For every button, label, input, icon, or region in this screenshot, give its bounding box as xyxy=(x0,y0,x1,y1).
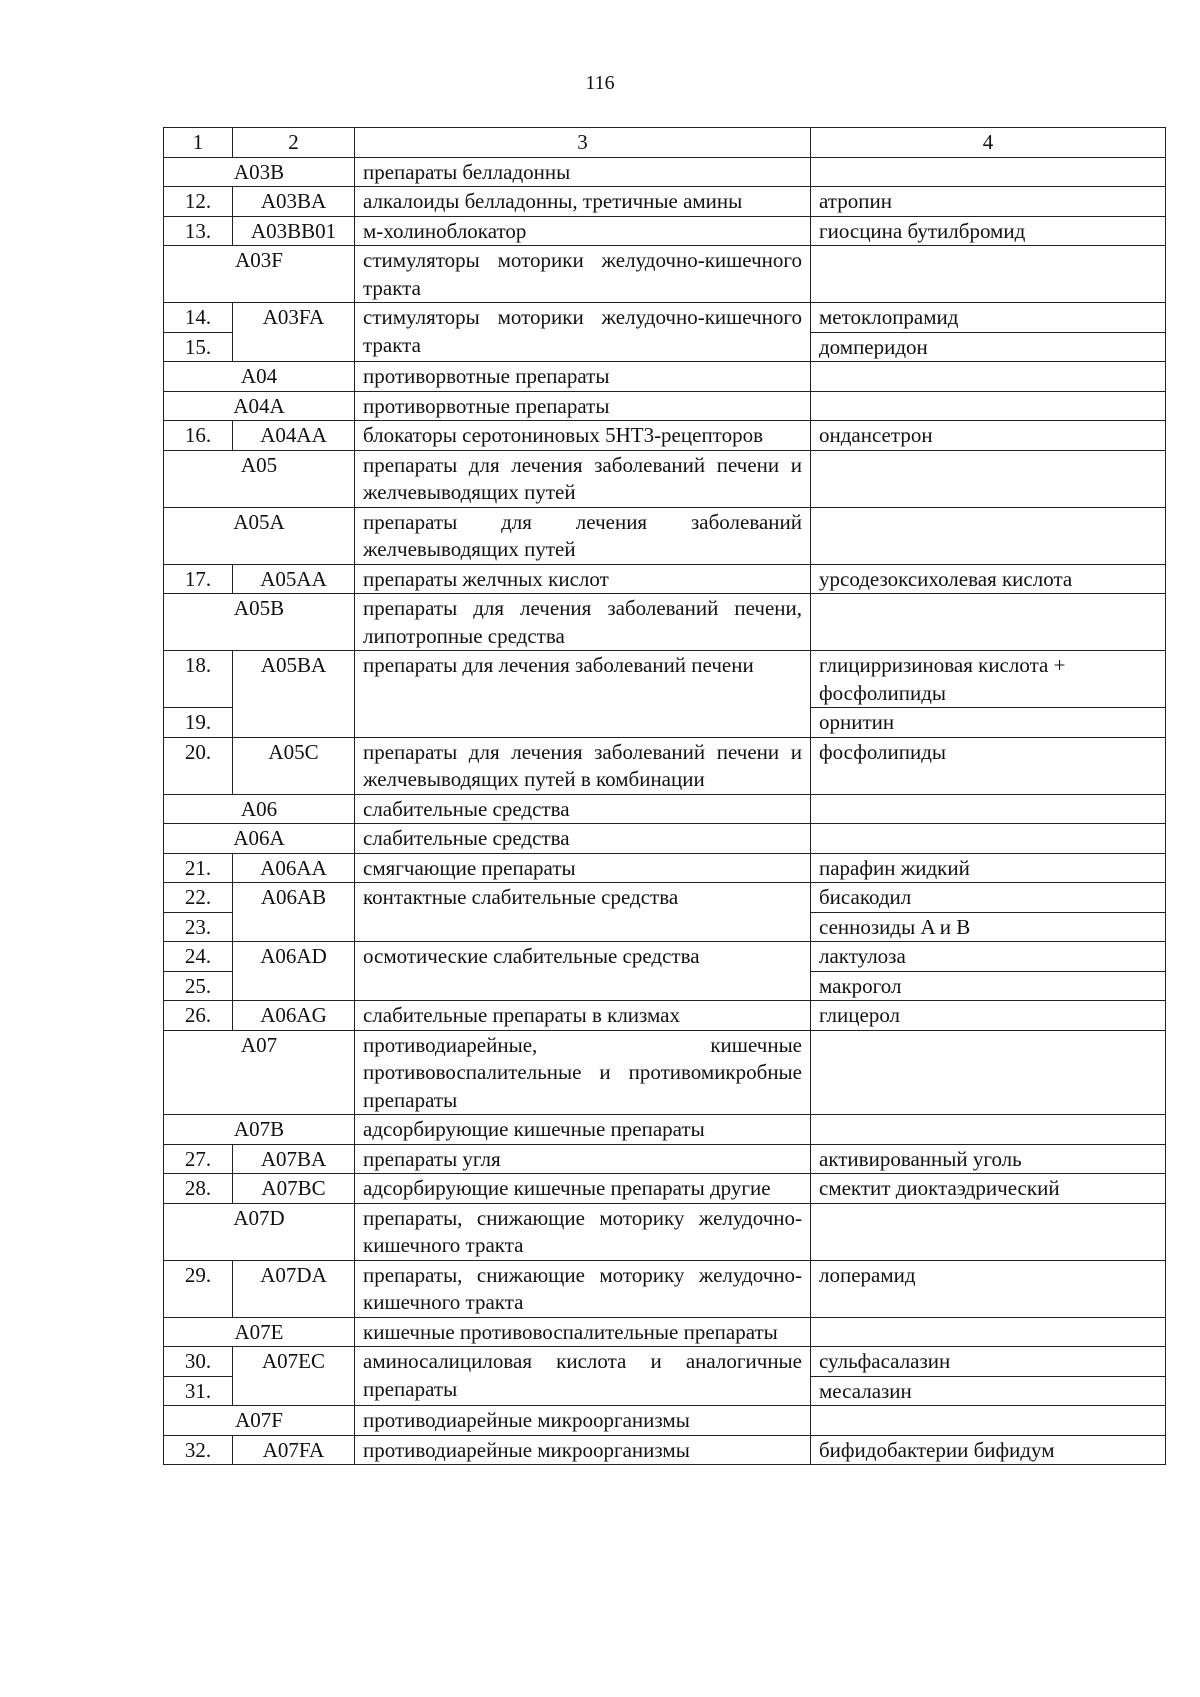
table-row xyxy=(164,1144,1166,1174)
group-description-cell: препараты для лечения заболеваний печени, липотропные средства xyxy=(355,594,811,651)
row-number-cell: 25. xyxy=(164,971,233,1001)
group-row xyxy=(164,1406,1166,1436)
table-row xyxy=(164,942,1166,972)
row-number-cell: 19. xyxy=(164,708,233,738)
drug-cell: фосфолипиды xyxy=(811,737,1166,794)
atc-code-cell: A07D xyxy=(164,1203,355,1260)
group-description-cell: препараты, снижающие моторику желудочно-кишечного тракта xyxy=(355,1203,811,1260)
group-description-cell: противодиарейные микроорганизмы xyxy=(355,1406,811,1436)
drug-cell xyxy=(811,507,1166,564)
drug-cell: бифидобактерии бифидум xyxy=(811,1435,1166,1465)
group-description-cell: препараты, снижающие моторику желудочно-кишечного тракта xyxy=(355,1260,811,1317)
atc-code-cell: A05AA xyxy=(233,564,355,594)
drug-cell: глицерол xyxy=(811,1001,1166,1031)
group-description-cell: препараты желчных кислот xyxy=(355,564,811,594)
row-number-cell: 22. xyxy=(164,883,233,913)
drug-cell: глицирризиновая кислота + фосфолипиды xyxy=(811,651,1166,708)
group-row xyxy=(164,507,1166,564)
group-row xyxy=(164,1115,1166,1145)
medicines-table-body xyxy=(164,128,1166,1465)
group-description-cell: противорвотные препараты xyxy=(355,362,811,392)
row-number-cell: 18. xyxy=(164,651,233,708)
group-description-cell: стимуляторы моторики желудочно-кишечного тракта xyxy=(355,246,811,303)
drug-cell xyxy=(811,246,1166,303)
drug-cell: лактулоза xyxy=(811,942,1166,972)
group-description-cell: стимуляторы моторики желудочно-кишечного тракта xyxy=(355,303,811,362)
row-number-cell: 24. xyxy=(164,942,233,972)
row-number-cell: 12. xyxy=(164,187,233,217)
atc-code-cell: A06AG xyxy=(233,1001,355,1031)
drug-cell xyxy=(811,1406,1166,1436)
drug-cell xyxy=(811,362,1166,392)
table-row xyxy=(164,651,1166,708)
drug-cell: парафин жидкий xyxy=(811,853,1166,883)
group-description-cell: кишечные противовоспалительные препараты xyxy=(355,1317,811,1347)
drug-cell: метоклопрамид xyxy=(811,303,1166,333)
table-row xyxy=(164,421,1166,451)
group-description-cell: препараты белладонны xyxy=(355,157,811,187)
group-description-cell: препараты для лечения заболеваний желчевыводящих путей xyxy=(355,507,811,564)
group-description-cell: противодиарейные, кишечные противовоспалительные и противомикробные препараты xyxy=(355,1030,811,1115)
group-description-cell: препараты для лечения заболеваний печени и желчевыводящих путей в комбинации xyxy=(355,737,811,794)
drug-cell xyxy=(811,824,1166,854)
atc-code-cell: A07F xyxy=(164,1406,355,1436)
group-description-cell: препараты для лечения заболеваний печени и желчевыводящих путей xyxy=(355,450,811,507)
drug-cell xyxy=(811,391,1166,421)
row-number-cell: 29. xyxy=(164,1260,233,1317)
group-description-cell: препараты угля xyxy=(355,1144,811,1174)
drug-cell xyxy=(811,594,1166,651)
atc-code-cell: A07 xyxy=(164,1030,355,1115)
table-row xyxy=(164,1001,1166,1031)
table-row xyxy=(164,853,1166,883)
group-description-cell: адсорбирующие кишечные препараты xyxy=(355,1115,811,1145)
table-header-row xyxy=(164,128,1166,158)
row-number-cell: 15. xyxy=(164,332,233,362)
atc-code-cell: A07BC xyxy=(233,1174,355,1204)
atc-code-cell: A03F xyxy=(164,246,355,303)
drug-cell: атропин xyxy=(811,187,1166,217)
group-row xyxy=(164,391,1166,421)
group-description-cell: слабительные средства xyxy=(355,824,811,854)
atc-code-cell: A07BA xyxy=(233,1144,355,1174)
atc-code-cell: A07EC xyxy=(233,1347,355,1406)
atc-code-cell: A06AD xyxy=(233,942,355,1001)
atc-code-cell: A07FA xyxy=(233,1435,355,1465)
group-description-cell: осмотические слабительные средства xyxy=(355,942,811,1001)
group-row xyxy=(164,824,1166,854)
row-number-cell: 32. xyxy=(164,1435,233,1465)
atc-code-cell: A06AA xyxy=(233,853,355,883)
table-row xyxy=(164,1347,1166,1377)
atc-code-cell: A03BB01 xyxy=(233,216,355,246)
group-row xyxy=(164,362,1166,392)
drug-cell xyxy=(811,157,1166,187)
drug-cell xyxy=(811,794,1166,824)
table-row xyxy=(164,1174,1166,1204)
header-cell: 1 xyxy=(164,128,233,158)
group-description-cell: м-холиноблокатор xyxy=(355,216,811,246)
drug-cell: орнитин xyxy=(811,708,1166,738)
atc-code-cell: A03FA xyxy=(233,303,355,362)
atc-code-cell: A07E xyxy=(164,1317,355,1347)
drug-cell xyxy=(811,450,1166,507)
group-description-cell: блокаторы серотониновых 5HT3-рецепторов xyxy=(355,421,811,451)
medicines-table xyxy=(163,127,1166,1465)
group-row xyxy=(164,450,1166,507)
group-row xyxy=(164,246,1166,303)
atc-code-cell: A06A xyxy=(164,824,355,854)
atc-code-cell: A06 xyxy=(164,794,355,824)
atc-code-cell: A06AB xyxy=(233,883,355,942)
drug-cell xyxy=(811,1115,1166,1145)
group-row xyxy=(164,1317,1166,1347)
row-number-cell: 16. xyxy=(164,421,233,451)
group-description-cell: препараты для лечения заболеваний печени xyxy=(355,651,811,738)
table-row xyxy=(164,303,1166,333)
drug-cell: гиосцина бутилбромид xyxy=(811,216,1166,246)
group-description-cell: противодиарейные микроорганизмы xyxy=(355,1435,811,1465)
drug-cell: макрогол xyxy=(811,971,1166,1001)
group-description-cell: противорвотные препараты xyxy=(355,391,811,421)
table-row xyxy=(164,737,1166,794)
atc-code-cell: A04A xyxy=(164,391,355,421)
group-description-cell: слабительные препараты в клизмах xyxy=(355,1001,811,1031)
header-cell: 2 xyxy=(233,128,355,158)
group-row xyxy=(164,794,1166,824)
group-description-cell: аминосалициловая кислота и аналогичные препараты xyxy=(355,1347,811,1406)
drug-cell: смектит диоктаэдрический xyxy=(811,1174,1166,1204)
row-number-cell: 17. xyxy=(164,564,233,594)
atc-code-cell: A05C xyxy=(233,737,355,794)
atc-code-cell: A07B xyxy=(164,1115,355,1145)
drug-cell xyxy=(811,1317,1166,1347)
row-number-cell: 13. xyxy=(164,216,233,246)
row-number-cell: 30. xyxy=(164,1347,233,1377)
table-row xyxy=(164,216,1166,246)
header-cell: 3 xyxy=(355,128,811,158)
table-row xyxy=(164,1435,1166,1465)
row-number-cell: 20. xyxy=(164,737,233,794)
drug-cell: домперидон xyxy=(811,332,1166,362)
table-row xyxy=(164,1260,1166,1317)
group-description-cell: адсорбирующие кишечные препараты другие xyxy=(355,1174,811,1204)
drug-cell: урсодезоксихолевая кислота xyxy=(811,564,1166,594)
page-number: 116 xyxy=(585,72,615,94)
row-number-cell: 31. xyxy=(164,1376,233,1406)
drug-cell: месалазин xyxy=(811,1376,1166,1406)
drug-cell xyxy=(811,1030,1166,1115)
drug-cell: активированный уголь xyxy=(811,1144,1166,1174)
drug-cell: сульфасалазин xyxy=(811,1347,1166,1377)
group-description-cell: контактные слабительные средства xyxy=(355,883,811,942)
header-cell: 4 xyxy=(811,128,1166,158)
atc-code-cell: A03BA xyxy=(233,187,355,217)
group-description-cell: слабительные средства xyxy=(355,794,811,824)
table-row xyxy=(164,187,1166,217)
row-number-cell: 14. xyxy=(164,303,233,333)
table-row xyxy=(164,883,1166,913)
atc-code-cell: A03B xyxy=(164,157,355,187)
atc-code-cell: A05B xyxy=(164,594,355,651)
atc-code-cell: A07DA xyxy=(233,1260,355,1317)
atc-code-cell: A04AA xyxy=(233,421,355,451)
group-row xyxy=(164,594,1166,651)
group-description-cell: смягчающие препараты xyxy=(355,853,811,883)
drug-cell: сеннозиды A и B xyxy=(811,912,1166,942)
atc-code-cell: A05 xyxy=(164,450,355,507)
group-description-cell: алкалоиды белладонны, третичные амины xyxy=(355,187,811,217)
group-row xyxy=(164,1203,1166,1260)
drug-cell xyxy=(811,1203,1166,1260)
drug-cell: бисакодил xyxy=(811,883,1166,913)
row-number-cell: 27. xyxy=(164,1144,233,1174)
group-row xyxy=(164,157,1166,187)
atc-code-cell: A05A xyxy=(164,507,355,564)
drug-cell: лоперамид xyxy=(811,1260,1166,1317)
drug-cell: ондансетрон xyxy=(811,421,1166,451)
row-number-cell: 26. xyxy=(164,1001,233,1031)
group-row xyxy=(164,1030,1166,1115)
atc-code-cell: A05BA xyxy=(233,651,355,738)
row-number-cell: 21. xyxy=(164,853,233,883)
row-number-cell: 23. xyxy=(164,912,233,942)
table-row xyxy=(164,564,1166,594)
row-number-cell: 28. xyxy=(164,1174,233,1204)
atc-code-cell: A04 xyxy=(164,362,355,392)
